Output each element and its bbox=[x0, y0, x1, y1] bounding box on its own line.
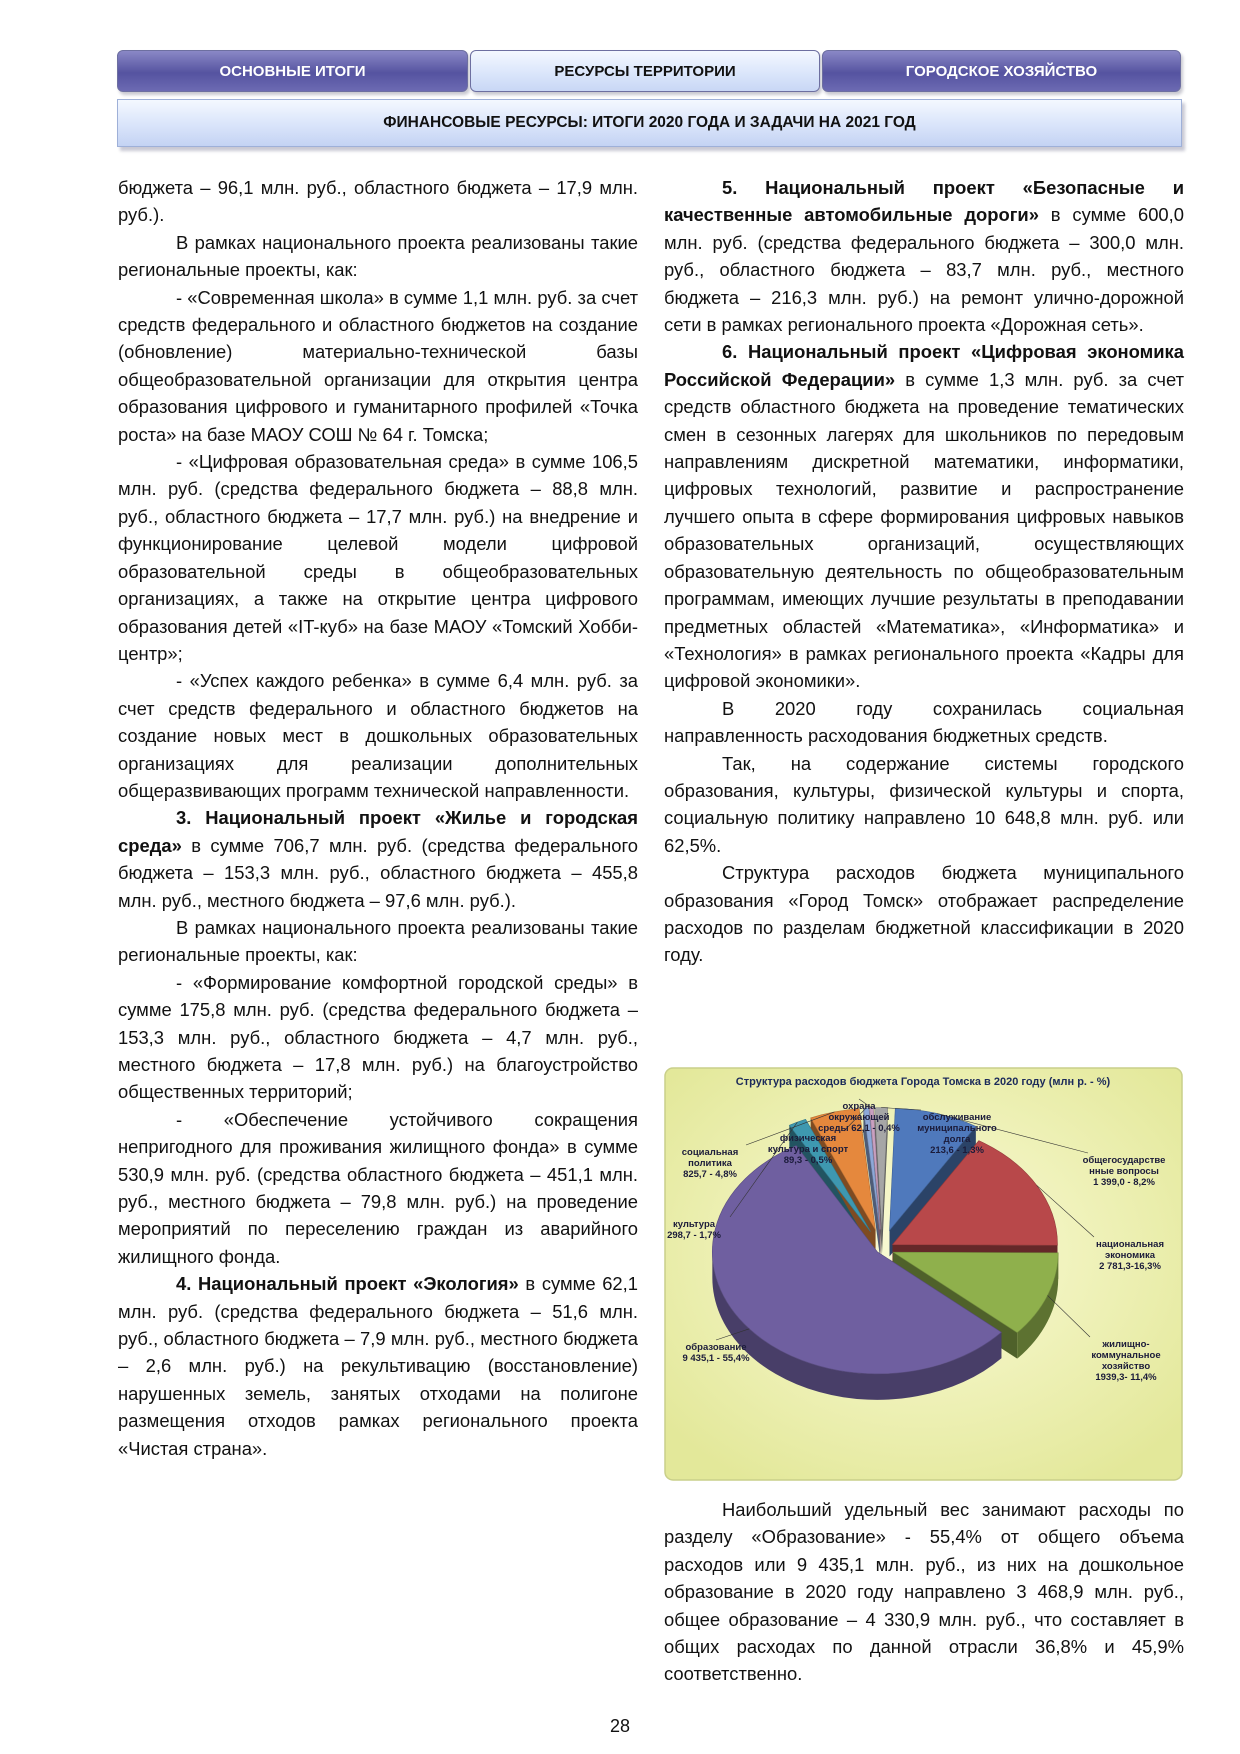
left-column bbox=[118, 174, 638, 1462]
paragraph-text: в сумме 706,7 млн. руб. (средства федерального бюджета – 153,3 млн. руб., областного бюджета – 455,8 млн. руб., местного бюджета – 97,6 млн. руб.). bbox=[118, 834, 638, 911]
paragraph: В 2020 году сохранилась социальная направленность расходования бюджетных средств. bbox=[664, 697, 1184, 747]
section-banner: ФИНАНСОВЫЕ РЕСУРСЫ: ИТОГИ 2020 ГОДА И ЗАДАЧИ НА 2021 ГОД bbox=[117, 99, 1182, 147]
project-heading: 6. Национальный проект «Цифровая экономика Российской Федерации» bbox=[664, 341, 1184, 390]
tab-city-economy[interactable]: ГОРОДСКОЕ ХОЗЯЙСТВО bbox=[822, 50, 1181, 92]
list-item: - «Обеспечение устойчивого сокращения непригодного для проживания жилищного фонда» в сумме 530,9 млн. руб. (средства областного бюджета – 451,1 млн. руб., местного бюджета – 79,8 млн. руб.) на проведение мероприятий по переселению граждан из аварийного жилищного фонда. bbox=[118, 1108, 638, 1267]
right-column bbox=[664, 174, 1184, 969]
project-heading: 3. Национальный проект «Жилье и городская среда» bbox=[118, 807, 638, 856]
paragraph: В рамках национального проекта реализованы такие региональные проекты, как: bbox=[118, 231, 638, 281]
paragraph bbox=[664, 338, 1184, 694]
paragraph: Так, на содержание системы городского образования, культуры, физической культуры и спорта, социальную политику направлено 10 648,8 млн. руб. или 62,5%. bbox=[664, 752, 1184, 856]
paragraph bbox=[118, 804, 638, 914]
paragraph-text: в сумме 1,3 млн. руб. за счет средств областного бюджета на проведение тематических смен в сезонных лагерях для школьников по передовым направлениям дискретной математики, информатики, цифровых технологий, развитие и распространение лучшего опыта в сфере формирования цифровых навыков образовательных организаций, осуществляющих образовательную деятельность по общеобразовательным программам, имеющих лучшие результаты в преподавании предметных областей «Математика», «Информатика» и «Технология» в рамках регионального проекта «Кадры для цифровой экономики». bbox=[664, 368, 1185, 692]
paragraph: В рамках национального проекта реализованы такие региональные проекты, как: bbox=[118, 916, 638, 966]
paragraph bbox=[664, 174, 1184, 338]
pie-slice-label: культура 298,7 - 1,7% bbox=[667, 1219, 721, 1241]
budget-pie-chart bbox=[664, 1067, 1183, 1481]
tab-territory-resources[interactable]: РЕСУРСЫ ТЕРРИТОРИИ bbox=[470, 50, 820, 92]
paragraph: бюджета – 96,1 млн. руб., областного бюджета – 17,9 млн. руб.). bbox=[118, 177, 638, 226]
pie-slice-label: национальная экономика 2 781,3-16,3% bbox=[1096, 1239, 1164, 1272]
pie-slice-label: социальная политика 825,7 - 4,8% bbox=[681, 1147, 739, 1180]
project-heading: 5. Национальный проект «Безопасные и качественные автомобильные дороги» bbox=[664, 177, 1184, 226]
list-item: - «Успех каждого ребенка» в сумме 6,4 млн. руб. за счет средств федерального и областного бюджетов на создание новых мест в дошкольных образовательных организациях для реализации дополнительных общеразвивающих программ технической направленности. bbox=[118, 670, 638, 801]
paragraph: Структура расходов бюджета муниципального образования «Город Томск» отображает распределение расходов по разделам бюджетной классификации в 2020 году. bbox=[664, 862, 1184, 966]
pie-slice-label: образование 9 435,1 - 55,4% bbox=[682, 1342, 750, 1364]
right-column-bottom bbox=[664, 1496, 1184, 1688]
paragraph: Наибольший удельный вес занимают расходы по разделу «Образование» - 55,4% от общего объема расходов или 9 435,1 млн. руб., из них на дошкольное образование в 2020 году направлено 3 468,9 млн. руб., общее образование – 4 330,9 млн. руб., что составляет в общих расходах по данной отрасли 36,8% и 45,9% соответственно. bbox=[664, 1499, 1184, 1685]
pie-slice-label: жилищно-коммунальное хозяйство 1939,3- 11,4% bbox=[1091, 1339, 1161, 1383]
tab-main-results[interactable]: ОСНОВНЫЕ ИТОГИ bbox=[117, 50, 468, 92]
paragraph-text: в сумме 62,1 млн. руб. (средства федерального бюджета – 51,6 млн. руб., областного бюджета – 7,9 млн. руб., местного бюджета – 2,6 млн. руб.) на рекультивацию (восстановление) нарушенных земель, занятых отходами на полигоне размещения отходов рамках регионального проекта «Чистая страна». bbox=[118, 1273, 638, 1459]
list-item: - «Современная школа» в сумме 1,1 млн. руб. за счет средств федерального и областного бюджетов на создание (обновление) материально-технической базы общеобразовательной организации для открытия центра образования цифрового и гуманитарного профилей «Точка роста» на базе МАОУ СОШ № 64 г. Томска; bbox=[118, 286, 638, 445]
pie-slice-label: охрана окружающей среды 62,1 - 0,4% bbox=[818, 1101, 900, 1134]
paragraph-text: в сумме 600,0 млн. руб. (средства федерального бюджета – 300,0 млн. руб., областного бюджета – 83,7 млн. руб., местного бюджета – 216,3 млн. руб.) на ремонт улично-дорожной сети в рамках регионального проекта «Дорожная сеть». bbox=[664, 204, 1184, 336]
list-item: - «Формирование комфортной городской среды» в сумме 175,8 млн. руб. (средства федерального бюджета – 153,3 млн. руб., областного бюджета – 4,7 млн. руб., местного бюджета – 17,8 млн. руб.) на благоустройство общественных территорий; bbox=[118, 971, 638, 1103]
page-number: 28 bbox=[609, 1716, 631, 1736]
list-item: - «Цифровая образовательная среда» в сумме 106,5 млн. руб. (средства федерального бюджета – 88,8 млн. руб., областного бюджета – 17,7 млн. руб.) на внедрение и функционирование целевой модели цифровой образовательной среды в общеобразовательных организациях, а также на открытие центра цифрового образования детей «IT-куб» на базе МАОУ «Томский Хобби-центр»; bbox=[118, 451, 638, 664]
pie-slice-label: обслуживание муниципального долга 213,6 - 1,3% bbox=[917, 1112, 997, 1156]
chart-title: Структура расходов бюджета Города Томска в 2020 году (млн р. - %) bbox=[735, 1076, 1111, 1088]
paragraph bbox=[118, 1270, 638, 1462]
project-heading: 4. Национальный проект «Экология» bbox=[176, 1273, 519, 1295]
pie-slice-label: физическая культура и спорт 89,3 - 0,5% bbox=[767, 1133, 849, 1166]
pie-slice-label: общегосударстве нные вопросы 1 399,0 - 8,2% bbox=[1082, 1155, 1166, 1188]
